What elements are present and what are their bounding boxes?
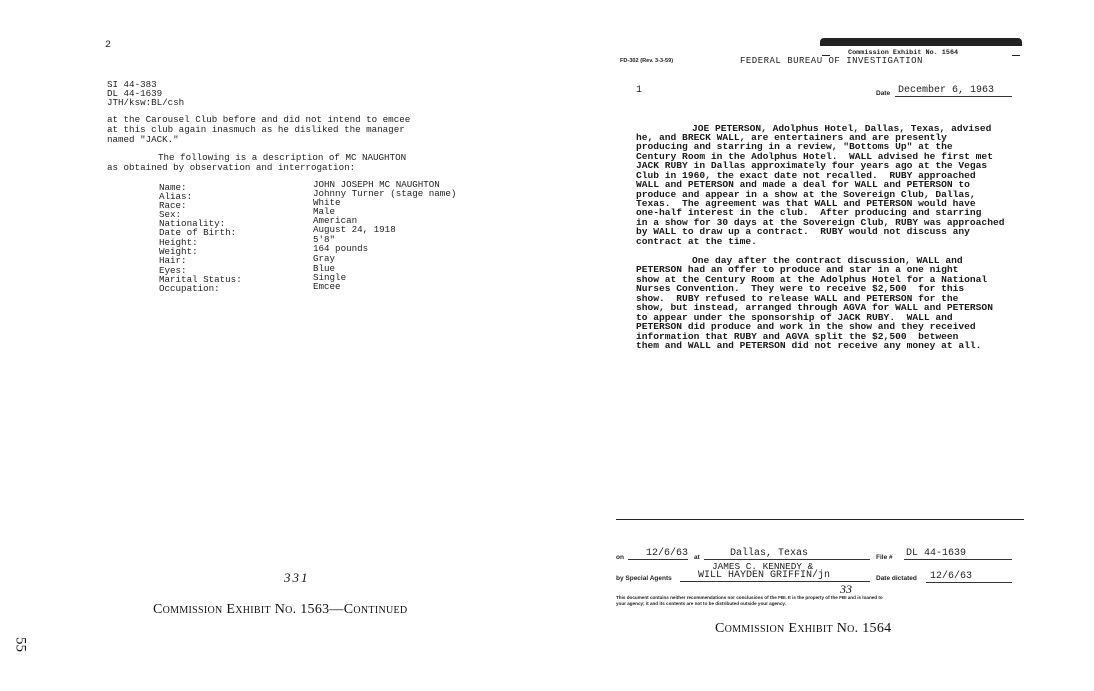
desc-label: Nationality: xyxy=(159,218,226,229)
desc-value: Male xyxy=(313,206,336,217)
desc-label: Hair: xyxy=(159,255,187,266)
on-label: on xyxy=(616,554,624,561)
underline xyxy=(926,582,1012,583)
text-line: show at the Century Room at the Adolphus Hotel for a National xyxy=(636,274,988,285)
left-page-number: 2 xyxy=(105,40,112,51)
agent-label: by Special Agents xyxy=(616,575,672,582)
text-line: Texas. The agreement was that WALL and PETERSON would have xyxy=(636,198,976,209)
text-line: Century Room in the Adolphus Hotel. WALL advised he first met xyxy=(636,151,993,162)
desc-label: Eyes: xyxy=(159,265,187,276)
underline xyxy=(628,559,688,560)
desc-value: White xyxy=(313,197,341,208)
desc-value: August 24, 1918 xyxy=(313,224,396,235)
text-line: PETERSON did produce and work in the show and they received xyxy=(636,321,976,332)
underline xyxy=(904,559,1012,560)
left-caption xyxy=(153,602,407,618)
right-caption xyxy=(715,621,891,637)
desc-label: Race: xyxy=(159,200,187,211)
text-line: contract at the time. xyxy=(636,236,757,247)
text-line: information that RUBY and AGVA split the $2,500 between xyxy=(636,331,959,342)
text-line: in a show for 30 days at the Sovereign Club, RUBY was approached xyxy=(636,217,1005,228)
desc-value: Gray xyxy=(313,253,336,264)
desc-value: Johnny Turner (stage name) xyxy=(313,188,457,199)
text-line: by WALL to draw up a contract. RUBY would not discuss any xyxy=(636,226,970,237)
interview-date: 12/6/63 xyxy=(646,548,689,559)
desc-value: Blue xyxy=(313,263,336,274)
text-line: show, but instead, arranged through AGVA for WALL and PETERSON xyxy=(636,302,993,313)
desc-label: Marital Status: xyxy=(159,274,242,285)
handwritten-page-number: 331 xyxy=(284,570,310,585)
text-line: named "JACK." xyxy=(107,134,179,145)
desc-label: Occupation: xyxy=(159,283,220,294)
text-line: PETERSON had an offer to produce and star in a one night xyxy=(636,264,959,275)
desc-value: 164 pounds xyxy=(313,243,369,254)
disclaimer-line: your agency; it and its contents are not to be distributed outside your agency. xyxy=(616,601,786,606)
at-label: at xyxy=(694,554,700,561)
desc-value: Emcee xyxy=(313,281,341,292)
desc-value: 5'8" xyxy=(313,234,336,245)
text-line: he, and BRECK WALL, are entertainers and are presently xyxy=(636,132,947,143)
form-number: FD-302 (Rev. 3-3-59) xyxy=(620,58,674,64)
date-label: Date xyxy=(876,90,891,97)
text-line: at the Carousel Club before and did not intend to emcee xyxy=(107,114,411,125)
agent-line-2: WILL HAYDEN GRIFFIN/jn xyxy=(698,570,831,581)
exhibit-caption: Commission Exhibit No. 1563—Continued xyxy=(153,602,408,617)
dictated-label: Date dictated xyxy=(876,575,917,582)
text-line: one-half interest in the club. After producing and starring xyxy=(636,207,982,218)
desc-label: Height: xyxy=(159,237,198,248)
text-line: JOE PETERSON, Adolphus Hotel, Dallas, Texas, advised xyxy=(692,123,992,134)
file-number: DL 44-1639 xyxy=(906,548,967,559)
disclaimer-line: This document contains neither recommendations nor conclusions of the FBI. It is the property of the FBI and is loaned to xyxy=(616,595,883,600)
text-line: at this club again inasmuch as he disliked the manager xyxy=(107,124,405,135)
desc-label: Date of Birth: xyxy=(159,227,237,238)
file-number-line: DL 44-1639 xyxy=(107,88,163,99)
text-line: The following is a description of MC NAUGHTON xyxy=(158,152,407,163)
exhibit-tab-bar xyxy=(820,38,1022,46)
interview-location: Dallas, Texas xyxy=(730,548,809,559)
bureau-header: FEDERAL BUREAU OF INVESTIGATION xyxy=(740,56,923,66)
text-line: One day after the contract discussion, WALL and xyxy=(692,255,963,266)
text-line: Club in 1960, the exact date not recalled. RUBY approached xyxy=(636,170,976,181)
text-line: JACK RUBY in Dallas approximately four years ago at the Vegas xyxy=(636,160,988,171)
right-page-number: 1 xyxy=(636,85,643,96)
desc-value: American xyxy=(313,215,358,226)
desc-label: Weight: xyxy=(159,246,198,257)
text-line: show. RUBY refused to release WALL and PETERSON for the xyxy=(636,293,959,304)
agent-line-1: JAMES C. KENNEDY & xyxy=(712,561,814,572)
desc-value: JOHN JOSEPH MC NAUGHTON xyxy=(313,179,440,190)
desc-label: Name: xyxy=(159,182,187,193)
text-line: WALL and PETERSON and made a deal for WALL and PETERSON to xyxy=(636,179,970,190)
desc-value: Single xyxy=(313,272,347,283)
underline xyxy=(704,559,870,560)
text-line: Nurses Convention. They were to receive $2,500 for this xyxy=(636,283,965,294)
text-line: produce and appear in a show at the Sovereign Club, Dallas, xyxy=(636,189,976,200)
file-number-line: SI 44-383 xyxy=(107,79,157,90)
text-line: to appear under the sponsorship of JACK RUBY. WALL and xyxy=(636,312,953,323)
footer-rule xyxy=(616,519,1024,520)
file-number-line: JTH/ksw:BL/csh xyxy=(107,97,185,108)
margin-page-number: 55 xyxy=(12,637,29,652)
text-line: producing and starring in a review, "Bottoms Up" at the xyxy=(636,141,953,152)
dictated-date: 12/6/63 xyxy=(930,571,973,582)
text-line: them and WALL and PETERSON did not receive any money at all. xyxy=(636,340,982,351)
handwritten-mark: 33 xyxy=(840,582,852,596)
file-label: File # xyxy=(876,554,893,561)
desc-label: Sex: xyxy=(159,209,182,220)
exhibit-caption: Commission Exhibit No. 1564 xyxy=(715,621,892,636)
desc-label: Alias: xyxy=(159,191,193,202)
report-date: December 6, 1963 xyxy=(898,85,995,96)
date-underline xyxy=(895,96,1012,97)
exhibit-tab-label: Commission Exhibit No. 1564 xyxy=(848,49,959,57)
text-line: as obtained by observation and interrogation: xyxy=(107,162,356,173)
tab-tick xyxy=(1012,55,1020,56)
